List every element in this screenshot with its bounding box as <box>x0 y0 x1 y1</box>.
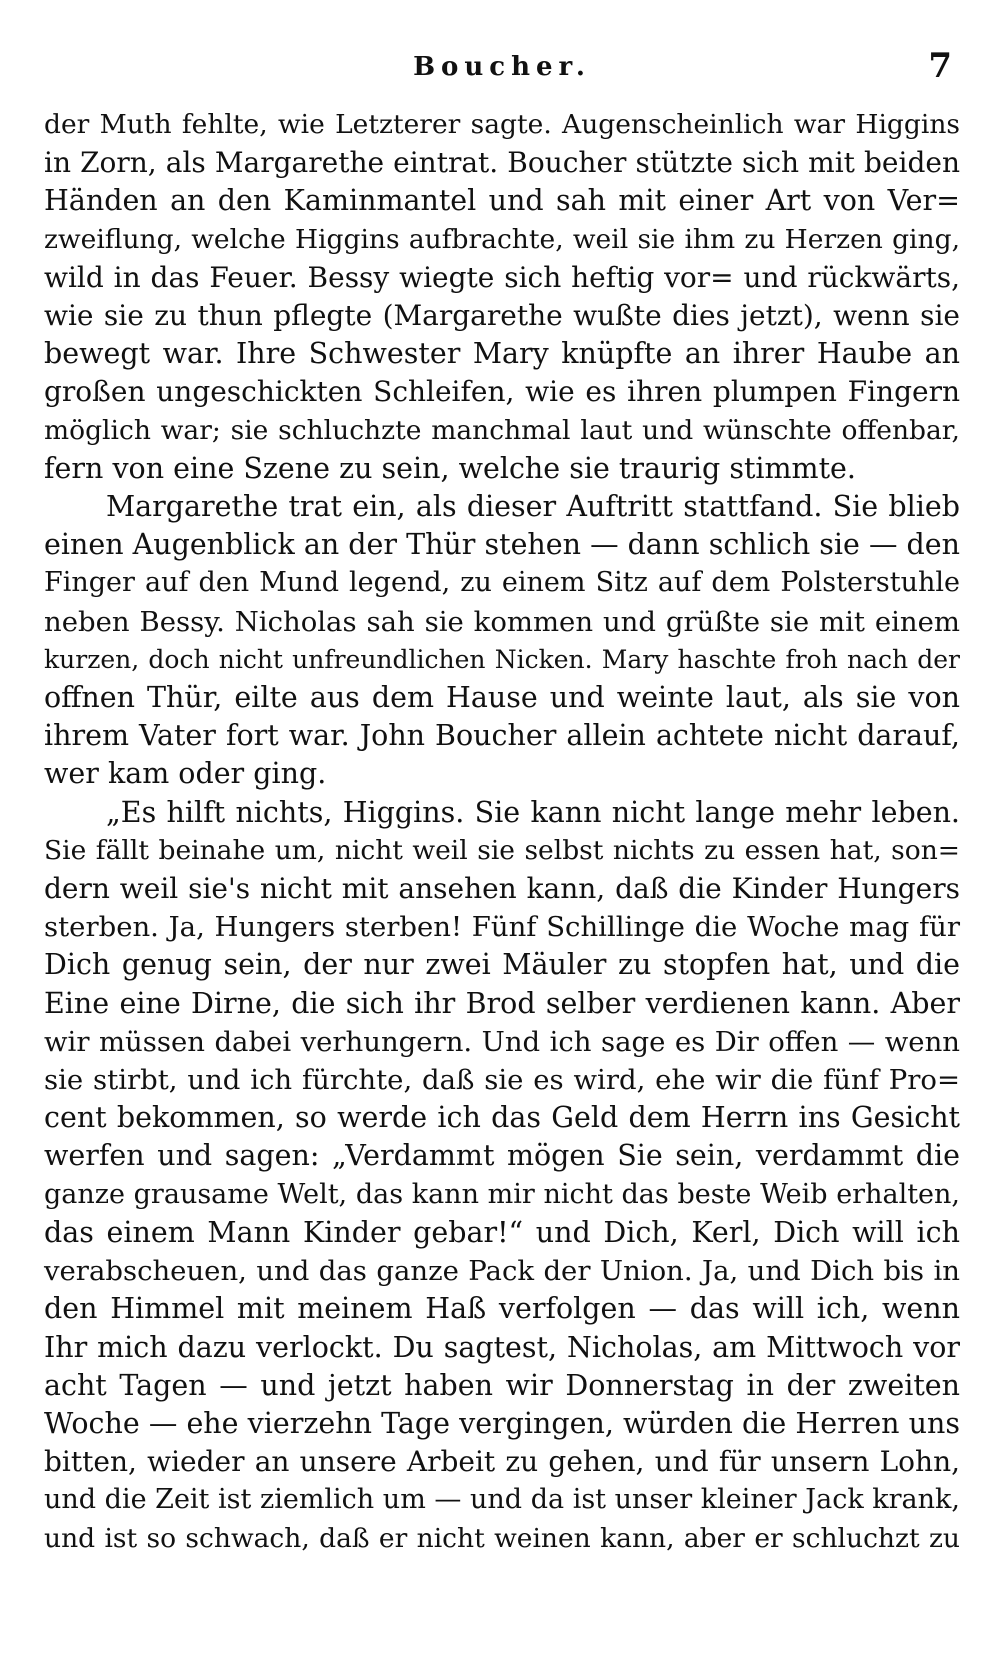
text-line: bewegt war. Ihre Schwester Mary knüpfte an ihrer Haube an <box>44 337 960 371</box>
text-line: werfen und sagen: „Verdammt mögen Sie sein, verdammt die <box>44 1139 960 1173</box>
text-line: fern von eine Szene zu sein, welche sie traurig stimmte. <box>44 451 856 485</box>
text-line: in Zorn, als Margarethe eintrat. Boucher stützte sich mit beiden <box>44 146 960 180</box>
text-line: acht Tagen — und jetzt haben wir Donnerstag in der zweiten <box>44 1368 960 1402</box>
text-line: ihrem Vater fort war. John Boucher allein achtete nicht darauf, <box>44 719 960 753</box>
text-line: Eine eine Dirne, die sich ihr Brod selber verdienen kann. Aber <box>44 986 960 1020</box>
text-line: ganze grausame Welt, das kann mir nicht das beste Weib erhalten, <box>44 1178 960 1210</box>
paragraph <box>44 794 960 1558</box>
text-line: und die Zeit ist ziemlich um — und da ist unser kleiner Jack krank, <box>44 1484 960 1516</box>
text-line: einen Augenblick an der Thür stehen — dann schlich sie — den <box>44 528 960 562</box>
text-line: offnen Thür, eilte aus dem Hause und weinte laut, als sie von <box>44 681 960 715</box>
text-line: und ist so schwach, daß er nicht weinen kann, aber er schluchzt zu <box>44 1522 960 1554</box>
text-line: der Muth fehlte, wie Letzterer sagte. Augenscheinlich war Higgins <box>44 109 960 140</box>
page-header <box>44 46 960 96</box>
text-line: Dich genug sein, der nur zwei Mäuler zu stopfen hat, und die <box>44 948 960 982</box>
text-line: Ihr mich dazu verlockt. Du sagtest, Nicholas, am Mittwoch vor <box>44 1330 960 1364</box>
text-line: sterben. Ja, Hungers sterben! Fünf Schillinge die Woche mag für <box>44 911 960 944</box>
text-line: Margarethe trat ein, als dieser Auftritt stattfand. Sie blieb <box>106 490 960 524</box>
running-head: Boucher. <box>413 52 591 82</box>
text-line: bitten, wieder an unsere Arbeit zu gehen, und für unsern Lohn, <box>44 1445 960 1479</box>
text-line: zweiflung, welche Higgins aufbrachte, weil sie ihm zu Herzen ging, <box>44 223 960 255</box>
body-text <box>44 106 960 1558</box>
text-line: großen ungeschickten Schleifen, wie es ihren plumpen Fingern <box>44 375 960 409</box>
text-line: kurzen, doch nicht unfreundlichen Nicken. Mary haschte froh nach der <box>44 644 960 674</box>
text-line: den Himmel mit meinem Haß verfolgen — das will ich, wenn <box>44 1292 960 1326</box>
text-line: wild in das Feuer. Bessy wiegte sich heftig vor= und rückwärts, <box>44 260 960 294</box>
text-line: wer kam oder ging. <box>44 757 327 791</box>
paragraph <box>44 106 960 488</box>
text-line: wie sie zu thun pflegte (Margarethe wußte dies jetzt), wenn sie <box>44 299 960 333</box>
text-line: dern weil sie's nicht mit ansehen kann, daß die Kinder Hungers <box>44 872 960 906</box>
text-line: möglich war; sie schluchzte manchmal laut und wünschte offenbar, <box>44 414 960 446</box>
text-line: Sie fällt beinahe um, nicht weil sie selbst nichts zu essen hat, son= <box>44 834 960 866</box>
text-line: Händen an den Kaminmantel und sah mit einer Art von Ver= <box>44 184 960 218</box>
text-line: verabscheuen, und das ganze Pack der Union. Ja, und Dich bis in <box>44 1255 960 1288</box>
text-line: neben Bessy. Nicholas sah sie kommen und grüßte sie mit einem <box>44 605 960 638</box>
text-line: wir müssen dabei verhungern. Und ich sage es Dir offen — wenn <box>44 1025 960 1058</box>
text-line: „Es hilft nichts, Higgins. Sie kann nicht lange mehr leben. <box>106 795 960 829</box>
text-line: das einem Mann Kinder gebar!“ und Dich, Kerl, Dich will ich <box>44 1215 960 1249</box>
text-line: cent bekommen, so werde ich das Geld dem Herrn ins Gesicht <box>44 1101 960 1135</box>
paragraph <box>44 488 960 794</box>
page-number: 7 <box>928 46 952 86</box>
text-line: Woche — ehe vierzehn Tage vergingen, würden die Herren uns <box>44 1406 960 1440</box>
text-line: Finger auf den Mund legend, zu einem Sitz auf dem Polsterstuhle <box>44 567 960 599</box>
text-line: sie stirbt, und ich fürchte, daß sie es wird, ehe wir die fünf Pro= <box>44 1064 960 1097</box>
